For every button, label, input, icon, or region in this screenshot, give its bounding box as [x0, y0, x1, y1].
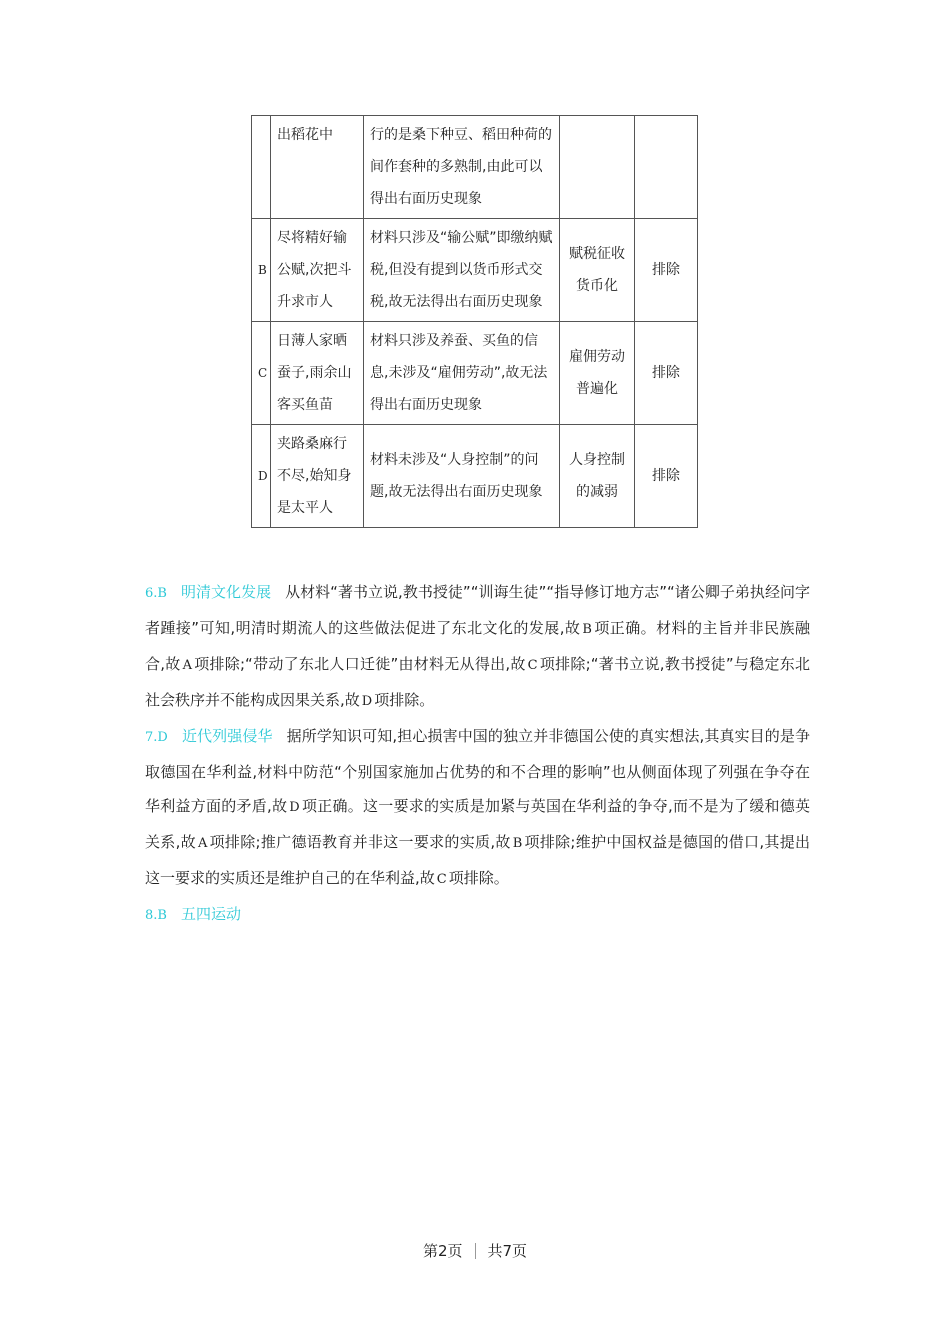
explanation-segment: 项正确。这一要求的实质是加紧与英国在华利益的争夺,而不是为了缓和德英关系,故: [145, 797, 810, 851]
topic-tag: 近代列强侵华: [181, 727, 273, 745]
result-cell: 排除: [635, 322, 698, 425]
current-page: 第2页: [422, 1242, 463, 1260]
analysis-table: [251, 115, 698, 528]
material-cell: 夹路桑麻行不尽,始知身是太平人: [271, 425, 364, 528]
answer-number: 6.B: [145, 586, 167, 601]
result-cell: [635, 116, 698, 219]
explanation-text: [145, 583, 810, 709]
total-pages: 共7页: [487, 1242, 528, 1260]
option-letter: D: [361, 694, 373, 709]
phenomenon-cell: 雇佣劳动普遍化: [560, 322, 635, 425]
page-footer: [0, 1240, 950, 1261]
explanation-text: [145, 727, 810, 887]
topic-tag: 五四运动: [180, 905, 241, 923]
option-letter: A: [182, 658, 192, 673]
option-letter: B: [512, 836, 523, 851]
option-cell: B: [252, 219, 271, 322]
explanation-segment: 项排除;“著书立说,教书授徒”与稳定东北社会秩序并不能构成因果关系,故: [145, 655, 810, 709]
explanation-segment: 项排除。: [448, 869, 509, 887]
analysis-cell: 材料未涉及“人身控制”的问题,故无法得出右面历史现象: [364, 425, 560, 528]
option-letter: C: [436, 872, 447, 887]
table-row: [252, 322, 698, 425]
answer-item: [145, 897, 810, 933]
analysis-table-body: [252, 116, 698, 528]
explanation-segment: 项排除;推广德语教育并非这一要求的实质,故: [209, 833, 511, 851]
explanation-segment: 项正确。材料的主旨并非民族融合,故: [145, 619, 810, 673]
explanation-segment: 项排除。: [374, 691, 435, 709]
analysis-cell: 材料只涉及“输公赋”即缴纳赋税,但没有提到以货币形式交税,故无法得出右面历史现象: [364, 219, 560, 322]
option-letter: A: [197, 836, 208, 851]
phenomenon-cell: 赋税征收货币化: [560, 219, 635, 322]
result-cell: 排除: [635, 219, 698, 322]
table-row: [252, 116, 698, 219]
option-letter: B: [582, 622, 592, 637]
table-row: [252, 425, 698, 528]
option-cell: [252, 116, 271, 219]
answer-number: 7.D: [145, 730, 168, 745]
option-cell: C: [252, 322, 271, 425]
phenomenon-cell: 人身控制的减弱: [560, 425, 635, 528]
analysis-cell: 材料只涉及养蚕、买鱼的信息,未涉及“雇佣劳动”,故无法得出右面历史现象: [364, 322, 560, 425]
topic-tag: 明清文化发展: [180, 583, 272, 601]
answer-item: [145, 575, 810, 719]
footer-divider: [475, 1243, 476, 1259]
material-cell: 出稻花中: [271, 116, 364, 219]
table-row: [252, 219, 698, 322]
answer-explanations: [145, 575, 810, 933]
answer-number: 8.B: [145, 908, 167, 923]
option-cell: D: [252, 425, 271, 528]
answer-item: [145, 719, 810, 897]
option-letter: C: [527, 658, 538, 673]
material-cell: 日薄人家晒蚕子,雨余山客买鱼苗: [271, 322, 364, 425]
analysis-cell: 行的是桑下种豆、稻田种荷的间作套种的多熟制,由此可以得出右面历史现象: [364, 116, 560, 219]
explanation-segment: 从材料“著书立说,教书授徒”“训诲生徒”“指导修订地方志”“诸公卿子弟执经问字者踵接”可知,明清时期流人的这些做法促进了东北文化的发展,故: [145, 583, 810, 637]
explanation-segment: 项排除;维护中国权益是德国的借口,其提出这一要求的实质还是维护自己的在华利益,故: [145, 833, 810, 887]
result-cell: 排除: [635, 425, 698, 528]
material-cell: 尽将精好输公赋,次把斗升求市人: [271, 219, 364, 322]
phenomenon-cell: [560, 116, 635, 219]
explanation-segment: 项排除;“带动了东北人口迁徙”由材料无从得出,故: [193, 655, 526, 673]
explanation-segment: 据所学知识可知,担心损害中国的独立并非德国公使的真实想法,其真实目的是争取德国在华利益,材料中防范“个别国家施加占优势的和不合理的影响”也从侧面体现了列强在争夺在华利益方面的矛盾,故: [145, 727, 810, 815]
option-letter: D: [289, 800, 300, 815]
